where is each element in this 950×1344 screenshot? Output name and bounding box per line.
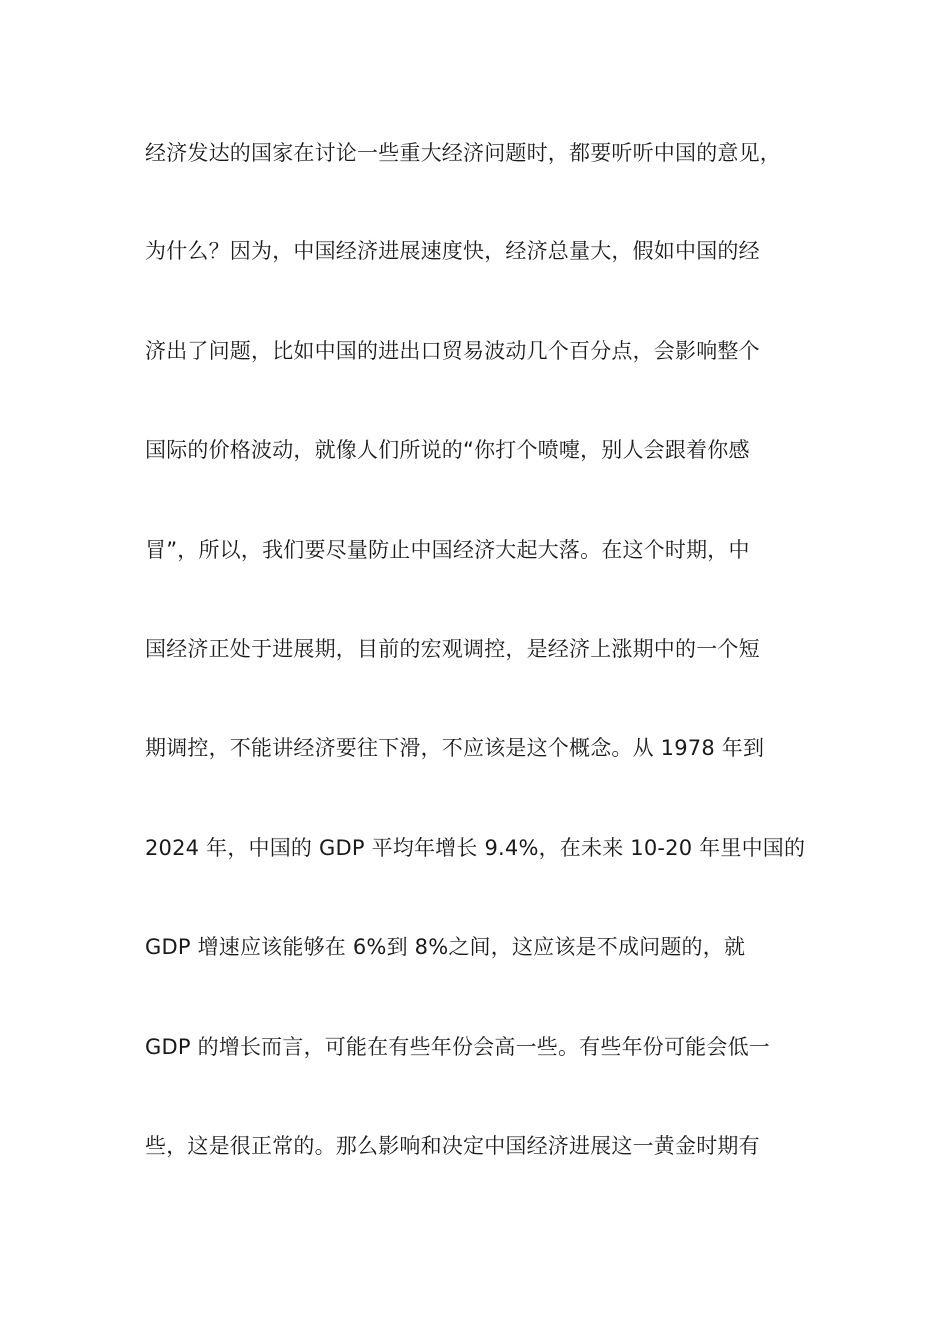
paragraph-line: 国经济正处于进展期，目前的宏观调控，是经济上涨期中的一个短 — [145, 637, 760, 661]
paragraph-line: 2024 年，中国的 GDP 平均年增长 9.4%，在未来 10-20 年里中国的 — [145, 836, 806, 860]
paragraph-line: GDP 的增长而言，可能在有些年份会高一些。有些年份可能会低一 — [145, 1035, 770, 1059]
paragraph-line: 经济发达的国家在讨论一些重大经济问题时，都要听听中国的意见， — [145, 141, 781, 165]
paragraph-line: 些，这是很正常的。那么影响和决定中国经济进展这一黄金时期有 — [145, 1134, 760, 1158]
paragraph-line: GDP 增速应该能够在 6%到 8%之间，这应该是不成问题的，就 — [145, 935, 746, 959]
paragraph-line: 期调控，不能讲经济要往下滑，不应该是这个概念。从 1978 年到 — [145, 736, 765, 760]
paragraph-line: 国际的价格波动，就像人们所说的“你打个喷嚏，别人会跟着你感 — [145, 438, 750, 462]
paragraph-line: 济出了问题，比如中国的进出口贸易波动几个百分点，会影响整个 — [145, 339, 760, 363]
paragraph-line: 冒”，所以，我们要尽量防止中国经济大起大落。在这个时期，中 — [145, 538, 750, 562]
paragraph-line: 为什么？因为，中国经济进展速度快，经济总量大，假如中国的经 — [145, 239, 760, 263]
